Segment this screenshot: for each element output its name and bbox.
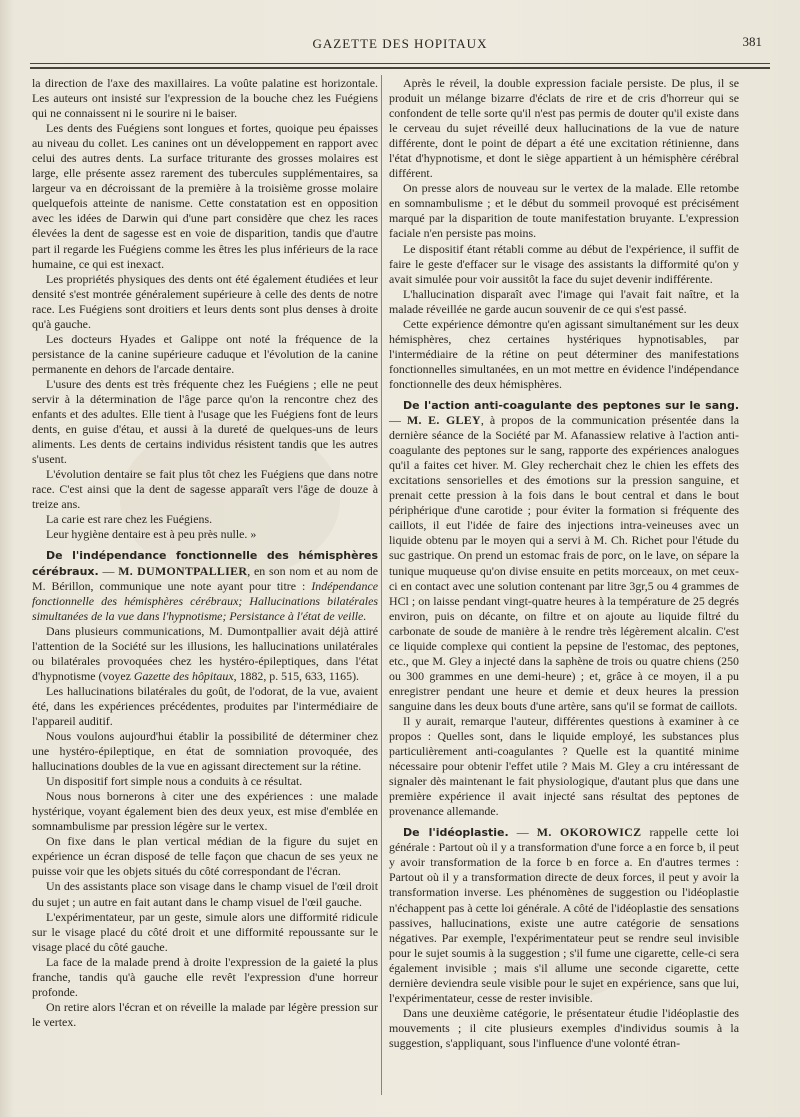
- section-text: rappelle cette loi générale : Partout où il y a transformation d'une force a en force b, il peut y avoir transformation de la force b en force a. En d'autres termes : Partout où il y a transformation directe de deux forces, il peut y avoir la transformation inverse. Les phénomènes de suggestion ou l'idéoplastie n'échappent pas à cette loi générale. A côté de l'idéoplastie des sensations passives, hallucinations, existe une autre catégorie de sensations négatives. Par exemple, l'expérimentateur peut se rendre seul invisible pour le sujet soumis à la suggestion ; s'il fume une cigarette, celle-ci sera également invisible ; mais s'il allume une seconde cigarette, cette dernière deviendra seule visible pour le sujet en expérience, sans que lui, l'expérimentateur, cesse de rester invisible.: [389, 825, 739, 1005]
- paragraph: La face de la malade prend à droite l'expression de la gaieté la plus franche, tandis qu'à gauche elle revêt l'expression d'une horreur profonde.: [32, 954, 378, 999]
- paragraph: L'expérimentateur, par un geste, simule alors une difformité ridicule sur le visage placé du côté droit et une difformité repoussante sur le visage placé du côté gauche.: [32, 909, 378, 954]
- author-name: M. OKOROWICZ: [536, 825, 642, 840]
- paragraph: On presse alors de nouveau sur le vertex de la malade. Elle retombe en somnambulisme ; et le début du sommeil provoqué est précisément marqué par la disparition de toute manifestation bruyante. L'expression faciale n'en persiste pas moins.: [389, 181, 739, 241]
- paragraph: L'évolution dentaire se fait plus tôt chez les Fuégiens que dans notre race. C'est ainsi que la dent de sagesse apparaît vers l'âge de douze à treize ans.: [32, 467, 378, 512]
- paragraph: Un des assistants place son visage dans le champ visuel de l'œil droit du sujet ; un autre en fait autant dans le champ visuel de l'œil gauche.: [32, 879, 378, 909]
- journal-reference: Gazette des hôpitaux: [133, 668, 234, 683]
- section-title: De l'indépendance fonctionnelle des hémisphères cérébraux.: [32, 549, 378, 578]
- paragraph: la direction de l'axe des maxillaires. La voûte palatine est horizontale. Les auteurs ont insisté sur l'expression de la bouche chez les Fuégiens qui ne connaissent ni le sourire ni le baiser.: [32, 76, 378, 121]
- paragraph-text: Dans plusieurs communications, M. Dumontpallier avait déjà attiré l'attention de la Société sur les illusions, les hallucinations unilatérales ou bilatérales provoquées chez les hystéro-épileptiques, dans l'état d'hypnotisme (voyez: [32, 623, 378, 683]
- section-dash: —: [98, 563, 119, 578]
- paragraph: L'usure des dents est très fréquente chez les Fuégiens ; elle ne peut servir à la détermination de l'âge parce qu'on la rencontre chez des enfants et des adultes. Elle tient à l'usage que les Fuégiens font de leurs dents, en guise d'étau, et aussi à la dureté de quelques-uns de leurs aliments. Les dents de certains individus résistent tandis que les autres s'usent.: [32, 376, 378, 467]
- paragraph: Les hallucinations bilatérales du goût, de l'odorat, de la vue, avaient été, dans les expériences précédentes, produites par l'intermédiaire de l'appareil auditif.: [32, 683, 378, 728]
- paragraph: Leur hygiène dentaire est à peu près nulle. »: [46, 527, 257, 542]
- column-divider: [381, 75, 382, 1095]
- section-title: De l'idéoplastie.: [403, 826, 509, 840]
- paragraph: Il y aurait, remarque l'auteur, différentes questions à examiner à ce propos : Quelles sont, dans le liquide employé, les substances plus particulièrement anti-coagulantes ? Quelle est la quantité minime nécessaire pour obtenir l'effet utile ? Mais M. Gley a cru intéressant de signaler dès maintenant le fait physiologique, d'autant plus que dans une première expérience il avait injecté sans résultat des peptones de provenance allemande.: [389, 713, 739, 819]
- section-title: De l'action anti-coagulante des peptones sur le sang.: [403, 398, 739, 412]
- section-dash: —: [389, 413, 407, 428]
- section-dash: —: [508, 825, 537, 840]
- paragraph: On retire alors l'écran et on réveille la malade par légère pression sur le vertex.: [32, 999, 378, 1029]
- author-name: M. E. GLEY: [406, 413, 481, 428]
- paragraph: L'hallucination disparaît avec l'image qui l'avait fait naître, et la malade réveillée ne garde aucun souvenir de ce qui s'est passé.: [389, 286, 739, 316]
- paragraph: On fixe dans le plan vertical médian de la figure du sujet en expérience un écran disposé de telle façon que chacun de ses yeux ne puisse voir que les objets situés du côté correspondant de l'écran.: [32, 834, 378, 879]
- paragraph: Nous nous bornerons à citer une des expériences : une malade hystérique, voyant également bien des deux yeux, est mise d'emblée en somnambulisme par pression légère sur le vertex.: [32, 789, 378, 834]
- paragraph: Un dispositif fort simple nous a conduits à ce résultat.: [46, 774, 303, 789]
- paragraph: Nous voulons aujourd'hui établir la possibilité de déterminer chez une hystéro-épileptique, en état de somniation provoquée, des hallucinations doubles de la vue en agissant directement sur la rétine.: [32, 729, 378, 774]
- paragraph: Les docteurs Hyades et Galippe ont noté la fréquence de la persistance de la canine supérieure caduque et l'évolution de la canine permanente en dehors de l'arcade dentaire.: [32, 331, 378, 376]
- page-header: [30, 30, 770, 58]
- note-title: Indépendance fonctionnelle des hémisphères cérébraux; Hallucinations bilatérales simultanées de la vue dans l'hypnotisme; Persistance à l'état de veille.: [32, 578, 378, 623]
- paragraph: Cette expérience démontre qu'en agissant simultanément sur les deux hémisphères, chez certaines hystériques hypnotisables, par l'intermédiaire de la rétine on peut déterminer des manifestations fonctionnelles simultanées, en un mot mettre en évidence l'indépendance fonctionnelle des deux hémisphères.: [389, 316, 739, 391]
- author-name: M. DUMONTPALLIER: [118, 563, 248, 578]
- header-rule-thin: [30, 63, 770, 64]
- header-rule-thick: [30, 67, 770, 69]
- paragraph: Après le réveil, la double expression faciale persiste. De plus, il se produit un mélange bizarre d'éclats de rire et de cris d'horreur qui se confondent de telle sorte qu'il n'est pas permis de douter qu'il existe dans le cerveau du sujet réveillé deux hallucinations de la vue de nature différente, dont le point de départ a été une excitation rétinienne, dans l'état d'hypnotisme, et dont le siège appartient à un hémisphère cérébral différent.: [389, 76, 739, 181]
- paragraph: Les propriétés physiques des dents ont été également étudiées et leur densité s'est montrée généralement supérieure à celle des dents de notre race. Les Fuégiens sont droitiers et leurs dents sont plus denses à droite qu'à gauche.: [32, 271, 378, 331]
- right-column: [389, 76, 739, 1051]
- paragraph: Dans une deuxième catégorie, le présentateur étudie l'idéoplastie des mouvements ; il cite plusieurs exemples d'individus soumis à la suggestion, s'appliquant, sous l'influence d'une volonté étran-: [389, 1005, 739, 1050]
- section-okorowicz: [389, 825, 739, 1006]
- section-text: , à propos de la communication présentée dans la dernière séance de la Société par M. Afanassiew relative à l'action anti-coagulante des peptones sur le sang, rapporte des expériences analogues qu'il a faites cet hiver. M. Gley recherchait chez le chien les effets des excitations sensorielles et des émotions sur la pression sanguine, et prenait cette pression à la fois dans le bout central et dans le bout périphérique d'une carotide ; pour éviter la formation si fréquente des caillots, il eut l'idée de faire des injections intra-veineuses avec un liquide obtenu par le moyen qui a servi à M. Ch. Richet pour l'étude du suc gastrique. On prend un estomac frais de porc, on le lave, on sépare la tunique muqueuse qu'on divise ensuite en petits morceaux, on met ceux-ci en contact avec une solution contenant par litre 3gr,5 ou 4 grammes de HCl ; on laisse pendant vingt-quatre heures à la température de 25 degrés environ, puis on décante, on filtre et on ajoute au liquide filtré du carbonate de soude de manière à le rendre très légèrement alcalin. C'est ce liquide complexe qui contient la pepsine de l'estomac, des peptones, etc., que M. Gley a injecté dans la saphène de trois ou quatre chiens (250 ou 300 grammes en une demi-heure) ; et, grâce à ce moyen, il a pu enregistrer pendant une heure et demie et deux heures la pression sanguine dans les deux bouts d'une artère, sans qu'il se format de caillots.: [389, 413, 739, 713]
- paragraph: [32, 624, 378, 684]
- left-column: [32, 76, 378, 1030]
- paragraph: La carie est rare chez les Fuégiens.: [46, 512, 213, 527]
- running-title: GAZETTE DES HOPITAUX: [312, 36, 488, 51]
- page-number: 381: [742, 34, 762, 49]
- paragraph-text: , 1882, p. 515, 633, 1165).: [233, 668, 360, 683]
- paragraph: Le dispositif étant rétabli comme au début de l'expérience, il suffit de faire le geste d'effacer sur le visage des assistants la difformité qu'on y avait simulée pour voir aussitôt la face du sujet devenir indifférente.: [389, 241, 739, 286]
- section-gley: [389, 398, 739, 714]
- paragraph: Les dents des Fuégiens sont longues et fortes, quoique peu épaisses au niveau du collet. Les canines ont un développement en rapport avec celui des autres dents. La surface triturante des grosses molaires est large, elle présente assez rarement des tubercules supplémentaires, sa largeur va en décroissant de la première à la troisième grosse molaire quelquefois atteinte de nanisme. Cette constatation est en opposition avec les idées de Darwin qui d'une part considère que chez les races élevées la dent de sagesse est en voie de disparition, tandis que d'autre part il regarde les Fuégiens comme les êtres les plus inférieurs de la race humaine, ce qui est inexact.: [32, 121, 378, 271]
- section-dumontpallier: [32, 548, 378, 623]
- section-text: , en son nom et au nom de M. Bérillon, communique une note ayant pour titre :: [32, 563, 378, 593]
